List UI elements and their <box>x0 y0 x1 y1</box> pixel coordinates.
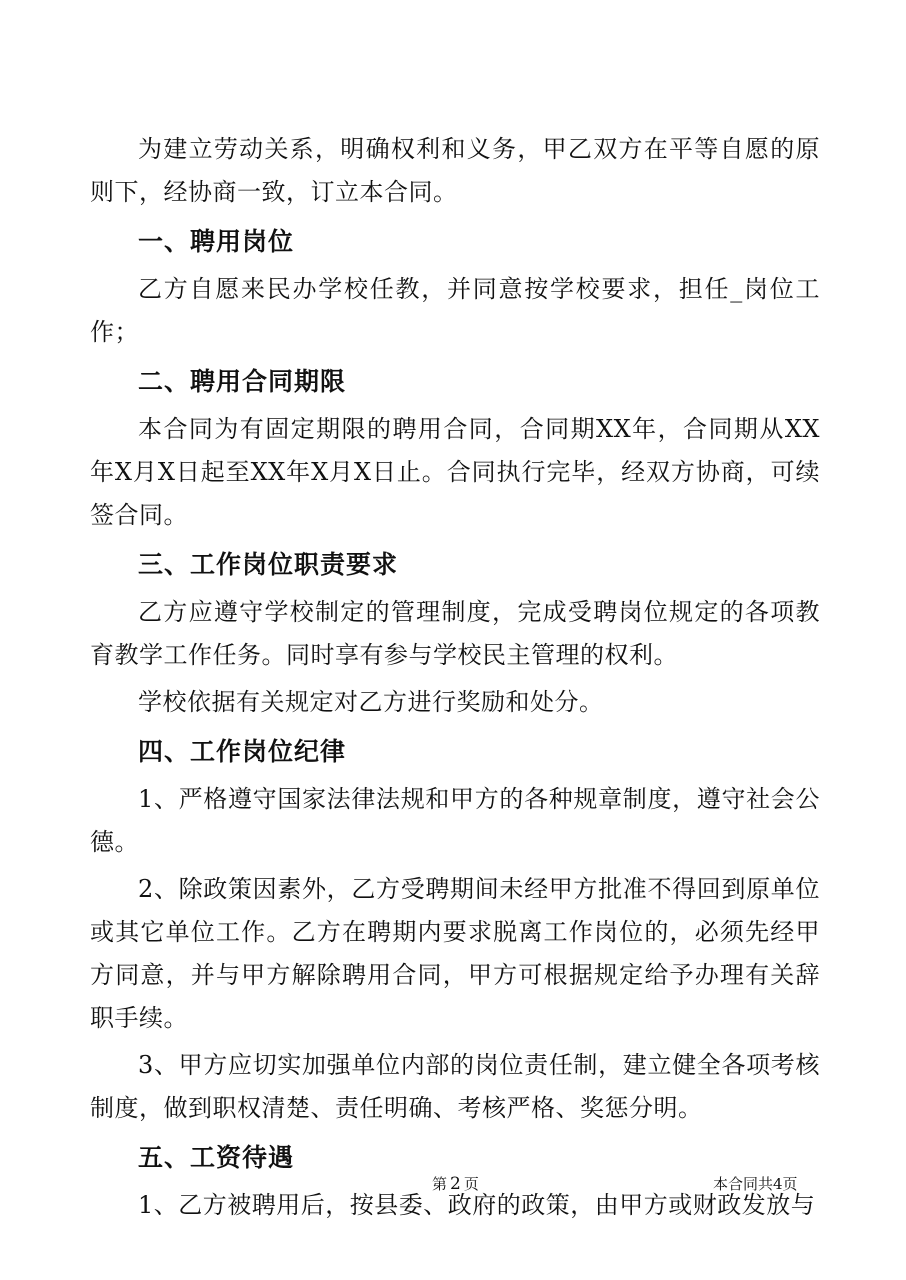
intro-paragraph: 为建立劳动关系，明确权利和义务，甲乙双方在平等自愿的原则下，经协商一致，订立本合同。 <box>90 135 820 206</box>
salary-item-1: 1、乙方被聘用后，按县委、政府的政策，由甲方或财政发放与 <box>138 1191 816 1219</box>
duties-paragraph: 乙方应遵守学校制定的管理制度，完成受聘岗位规定的各项教育教学工作任务。同时享有参与学校民主管理的权利。 <box>90 598 820 669</box>
page-number-label <box>432 1172 479 1196</box>
section-heading-discipline: 四、工作岗位纪律 <box>138 737 347 766</box>
page-number: 2 <box>450 1174 461 1194</box>
total-pages-label: 本合同共4页 <box>713 1175 798 1193</box>
section-heading-salary: 五、工资待遇 <box>138 1143 295 1172</box>
section-heading-term: 二、聘用合同期限 <box>138 367 347 396</box>
discipline-item-2: 2、除政策因素外，乙方受聘期间未经甲方批准不得回到原单位或其它单位工作。乙方在聘期内要求脱离工作岗位的，必须先经甲方同意，并与甲方解除聘用合同，甲方可根据规定给予办理有关辞职手续。 <box>90 875 820 1032</box>
term-paragraph: 本合同为有固定期限的聘用合同，合同期XX年，合同期从XX年X月X日起至XX年X月X日止。合同执行完毕，经双方协商，可续签合同。 <box>90 415 820 529</box>
section-heading-duties: 三、工作岗位职责要求 <box>138 550 399 579</box>
page-suffix: 页 <box>463 1175 479 1193</box>
position-paragraph: 乙方自愿来民办学校任教，并同意按学校要求，担任_岗位工作； <box>90 275 820 346</box>
page-prefix: 第 <box>432 1175 448 1193</box>
discipline-item-1: 1、严格遵守国家法律法规和甲方的各种规章制度，遵守社会公德。 <box>90 785 820 856</box>
duties-paragraph-2: 学校依据有关规定对乙方进行奖励和处分。 <box>138 688 604 716</box>
discipline-item-3: 3、甲方应切实加强单位内部的岗位责任制，建立健全各项考核制度，做到职权清楚、责任明确、考核严格、奖惩分明。 <box>90 1051 820 1122</box>
page-footer <box>0 1172 906 1196</box>
section-heading-position: 一、聘用岗位 <box>138 227 295 256</box>
document-body <box>90 128 820 1231</box>
